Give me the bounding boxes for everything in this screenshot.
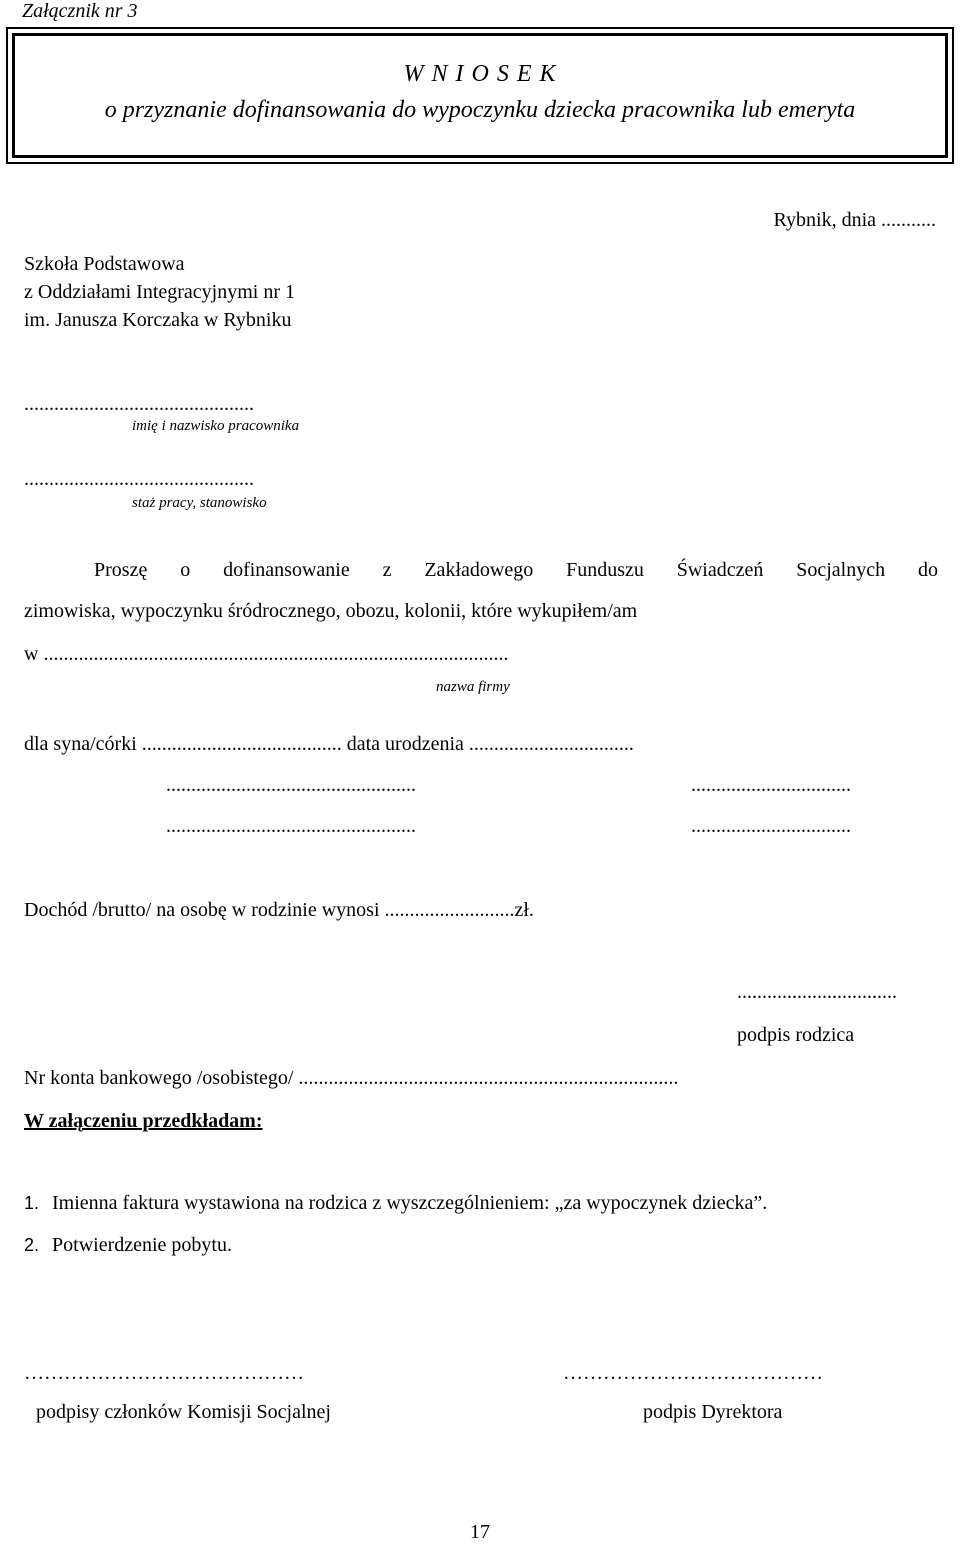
parent-signature-caption: podpis rodzica [737,1024,855,1046]
page-number: 17 [470,1521,490,1543]
child-name-field[interactable]: ........................................ [141,733,342,755]
income-field[interactable]: Dochód /brutto/ na osobę w rodzinie wynosi ..........................zł. [24,899,534,921]
document-title: W N I O S E K [403,61,557,87]
birth-date-field-2[interactable]: ................................ [691,774,851,796]
commission-signature-field[interactable]: …………………………………… [24,1362,304,1384]
title-box-inner [12,33,948,158]
attachment-number: 2. [24,1235,40,1255]
birth-date-label: data urodzenia [346,733,464,755]
director-signature-caption: podpis Dyrektora [643,1401,783,1423]
title-box [6,27,954,164]
document-subtitle: o przyznanie dofinansowania do wypoczynku dziecka pracownika lub emeryta [104,97,856,123]
attachment-text: Imienna faktura wystawiona na rodzica z wyszczególnieniem: „za wypoczynek dziecka”. [52,1192,768,1214]
addressee-line-2: z Oddziałami Integracyjnymi nr 1 [24,281,296,303]
addressee-line-1: Szkoła Podstawowa [24,253,185,275]
tenure-position-field[interactable]: .............................................. [24,468,254,490]
attachments-heading: W załączeniu przedkładam: [24,1110,263,1132]
bank-account-field[interactable]: Nr konta bankowego /osobistego/ ............................................................................ [24,1067,679,1089]
attachment-item-2 [24,1234,232,1257]
request-line-2: zimowiska, wypoczynku śródrocznego, obozu, kolonii, które wykupiłem/am [24,600,638,622]
director-signature-field[interactable]: ………………………………… [563,1362,823,1384]
child-row-1 [24,733,634,756]
child-label: dla syna/córki [24,733,137,755]
employee-name-field[interactable]: .............................................. [24,393,254,415]
birth-date-field[interactable]: ................................. [468,733,634,755]
birth-date-field-3[interactable]: ................................ [691,815,851,837]
commission-signature-caption: podpisy członków Komisji Socjalnej [36,1401,331,1423]
attachment-label: Załącznik nr 3 [22,0,138,22]
child-name-field-2[interactable]: .................................................. [166,774,416,796]
attachment-item-1 [24,1192,767,1215]
attachment-text: Potwierdzenie pobytu. [52,1234,232,1256]
addressee-line-3: im. Janusza Korczaka w Rybniku [24,309,292,331]
parent-signature-field[interactable]: ................................ [737,981,897,1003]
company-name-caption: nazwa firmy [436,679,510,695]
employee-name-caption: imię i nazwisko pracownika [132,418,300,434]
tenure-position-caption: staż pracy, stanowisko [132,495,267,511]
company-name-field[interactable]: w ............................................................................................. [24,643,509,665]
place-date: Rybnik, dnia ........... [773,209,936,231]
child-name-field-3[interactable]: .................................................. [166,815,416,837]
attachment-number: 1. [24,1193,40,1213]
request-line-1: Proszę o dofinansowanie z Zakładowego Funduszu Świadczeń Socjalnych do [94,559,938,581]
